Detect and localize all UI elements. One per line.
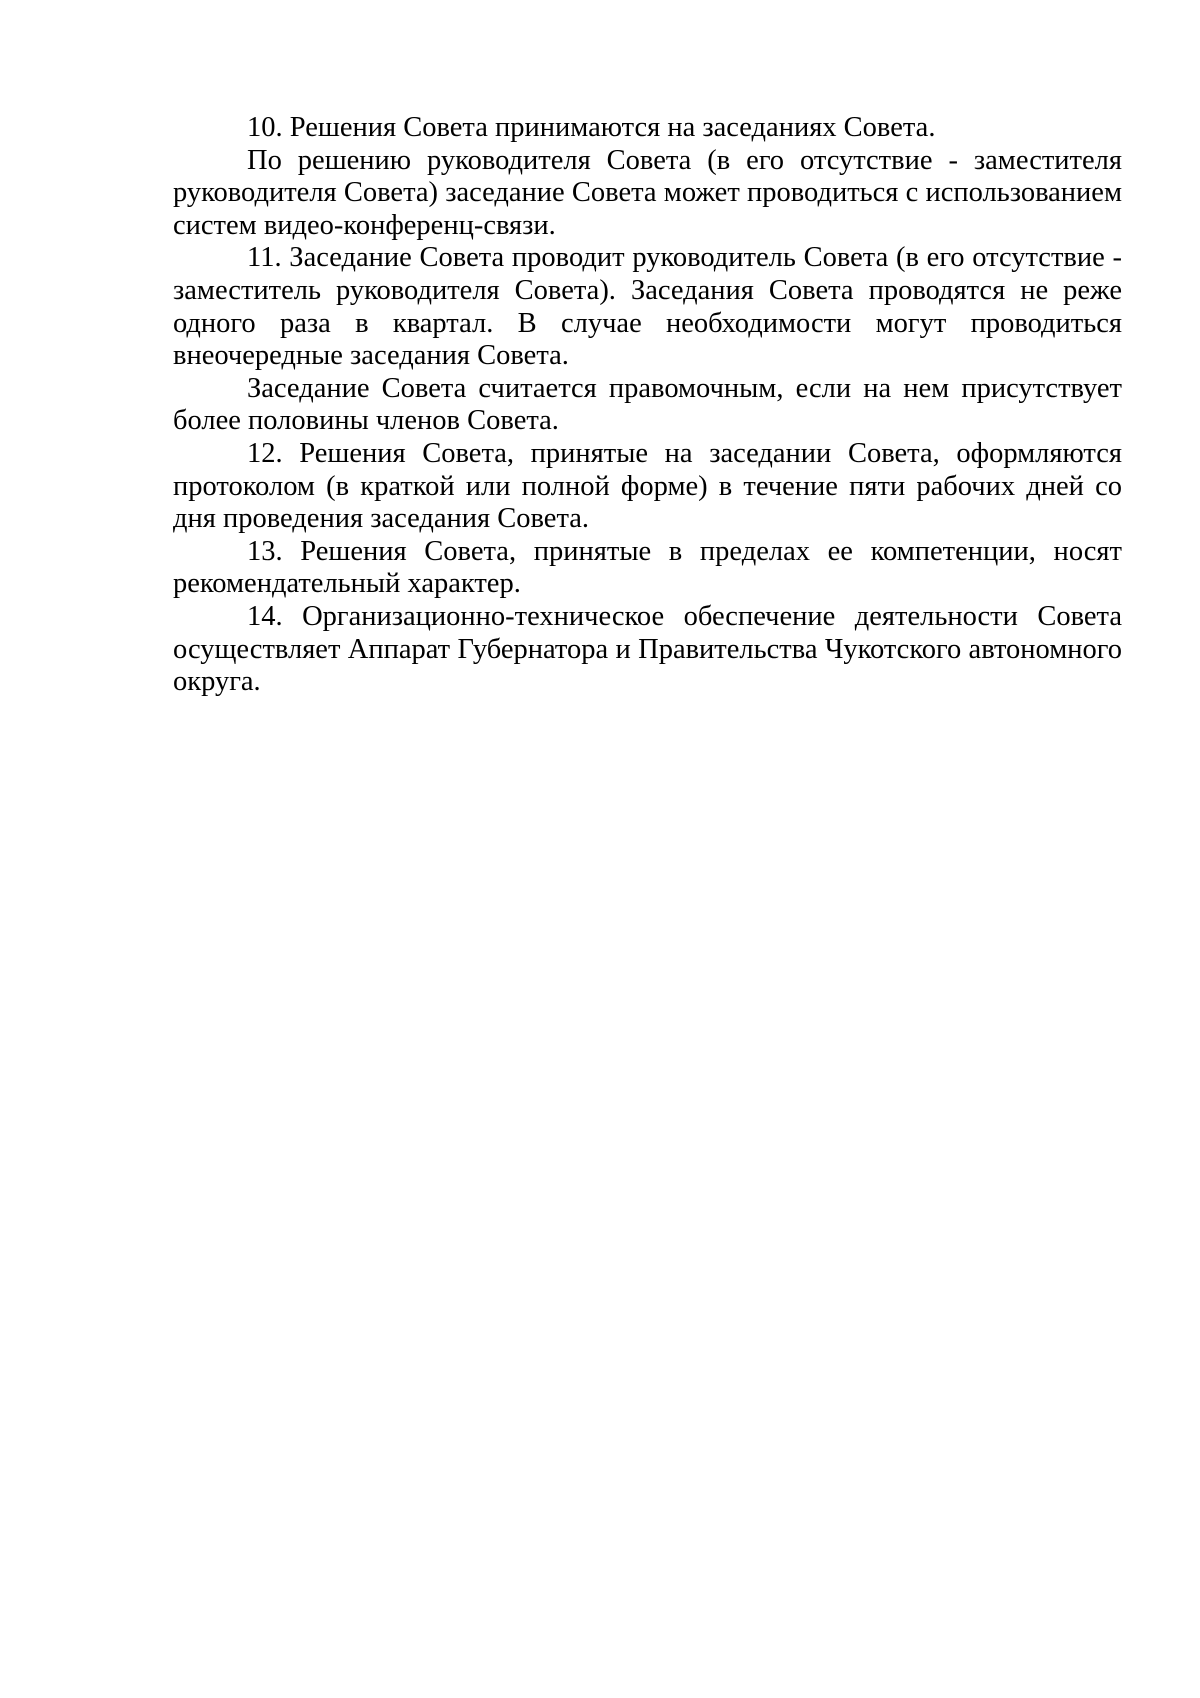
paragraph-item-14: 14. Организационно-техническое обеспечение деятельности Совета осуществляет Аппарат Губернатора и Правительства Чукотского автономного округа. — [173, 600, 1122, 698]
paragraph-item-12: 12. Решения Совета, принятые на заседании Совета, оформляются протоколом (в краткой или полной форме) в течение пяти рабочих дней со дня проведения заседания Совета. — [173, 437, 1122, 535]
paragraph-item-13: 13. Решения Совета, принятые в пределах ее компетенции, носят рекомендательный характер. — [173, 535, 1122, 600]
paragraph-item-11: 11. Заседание Совета проводит руководитель Совета (в его отсутствие - заместитель руководителя Совета). Заседания Совета проводятся не реже одного раза в квартал. В случае необходимости могут проводиться внеочередные заседания Совета. — [173, 242, 1122, 372]
document-body — [173, 112, 1122, 699]
paragraph-item-10: 10. Решения Совета принимаются на заседаниях Совета. — [247, 112, 936, 143]
paragraph-video-conference: По решению руководителя Совета (в его отсутствие - заместителя руководителя Совета) заседание Совета может проводиться с использованием систем видео-конференц-связи. — [173, 144, 1122, 241]
paragraph-quorum: Заседание Совета считается правомочным, если на нем присутствует более половины членов Совета. — [173, 372, 1122, 437]
